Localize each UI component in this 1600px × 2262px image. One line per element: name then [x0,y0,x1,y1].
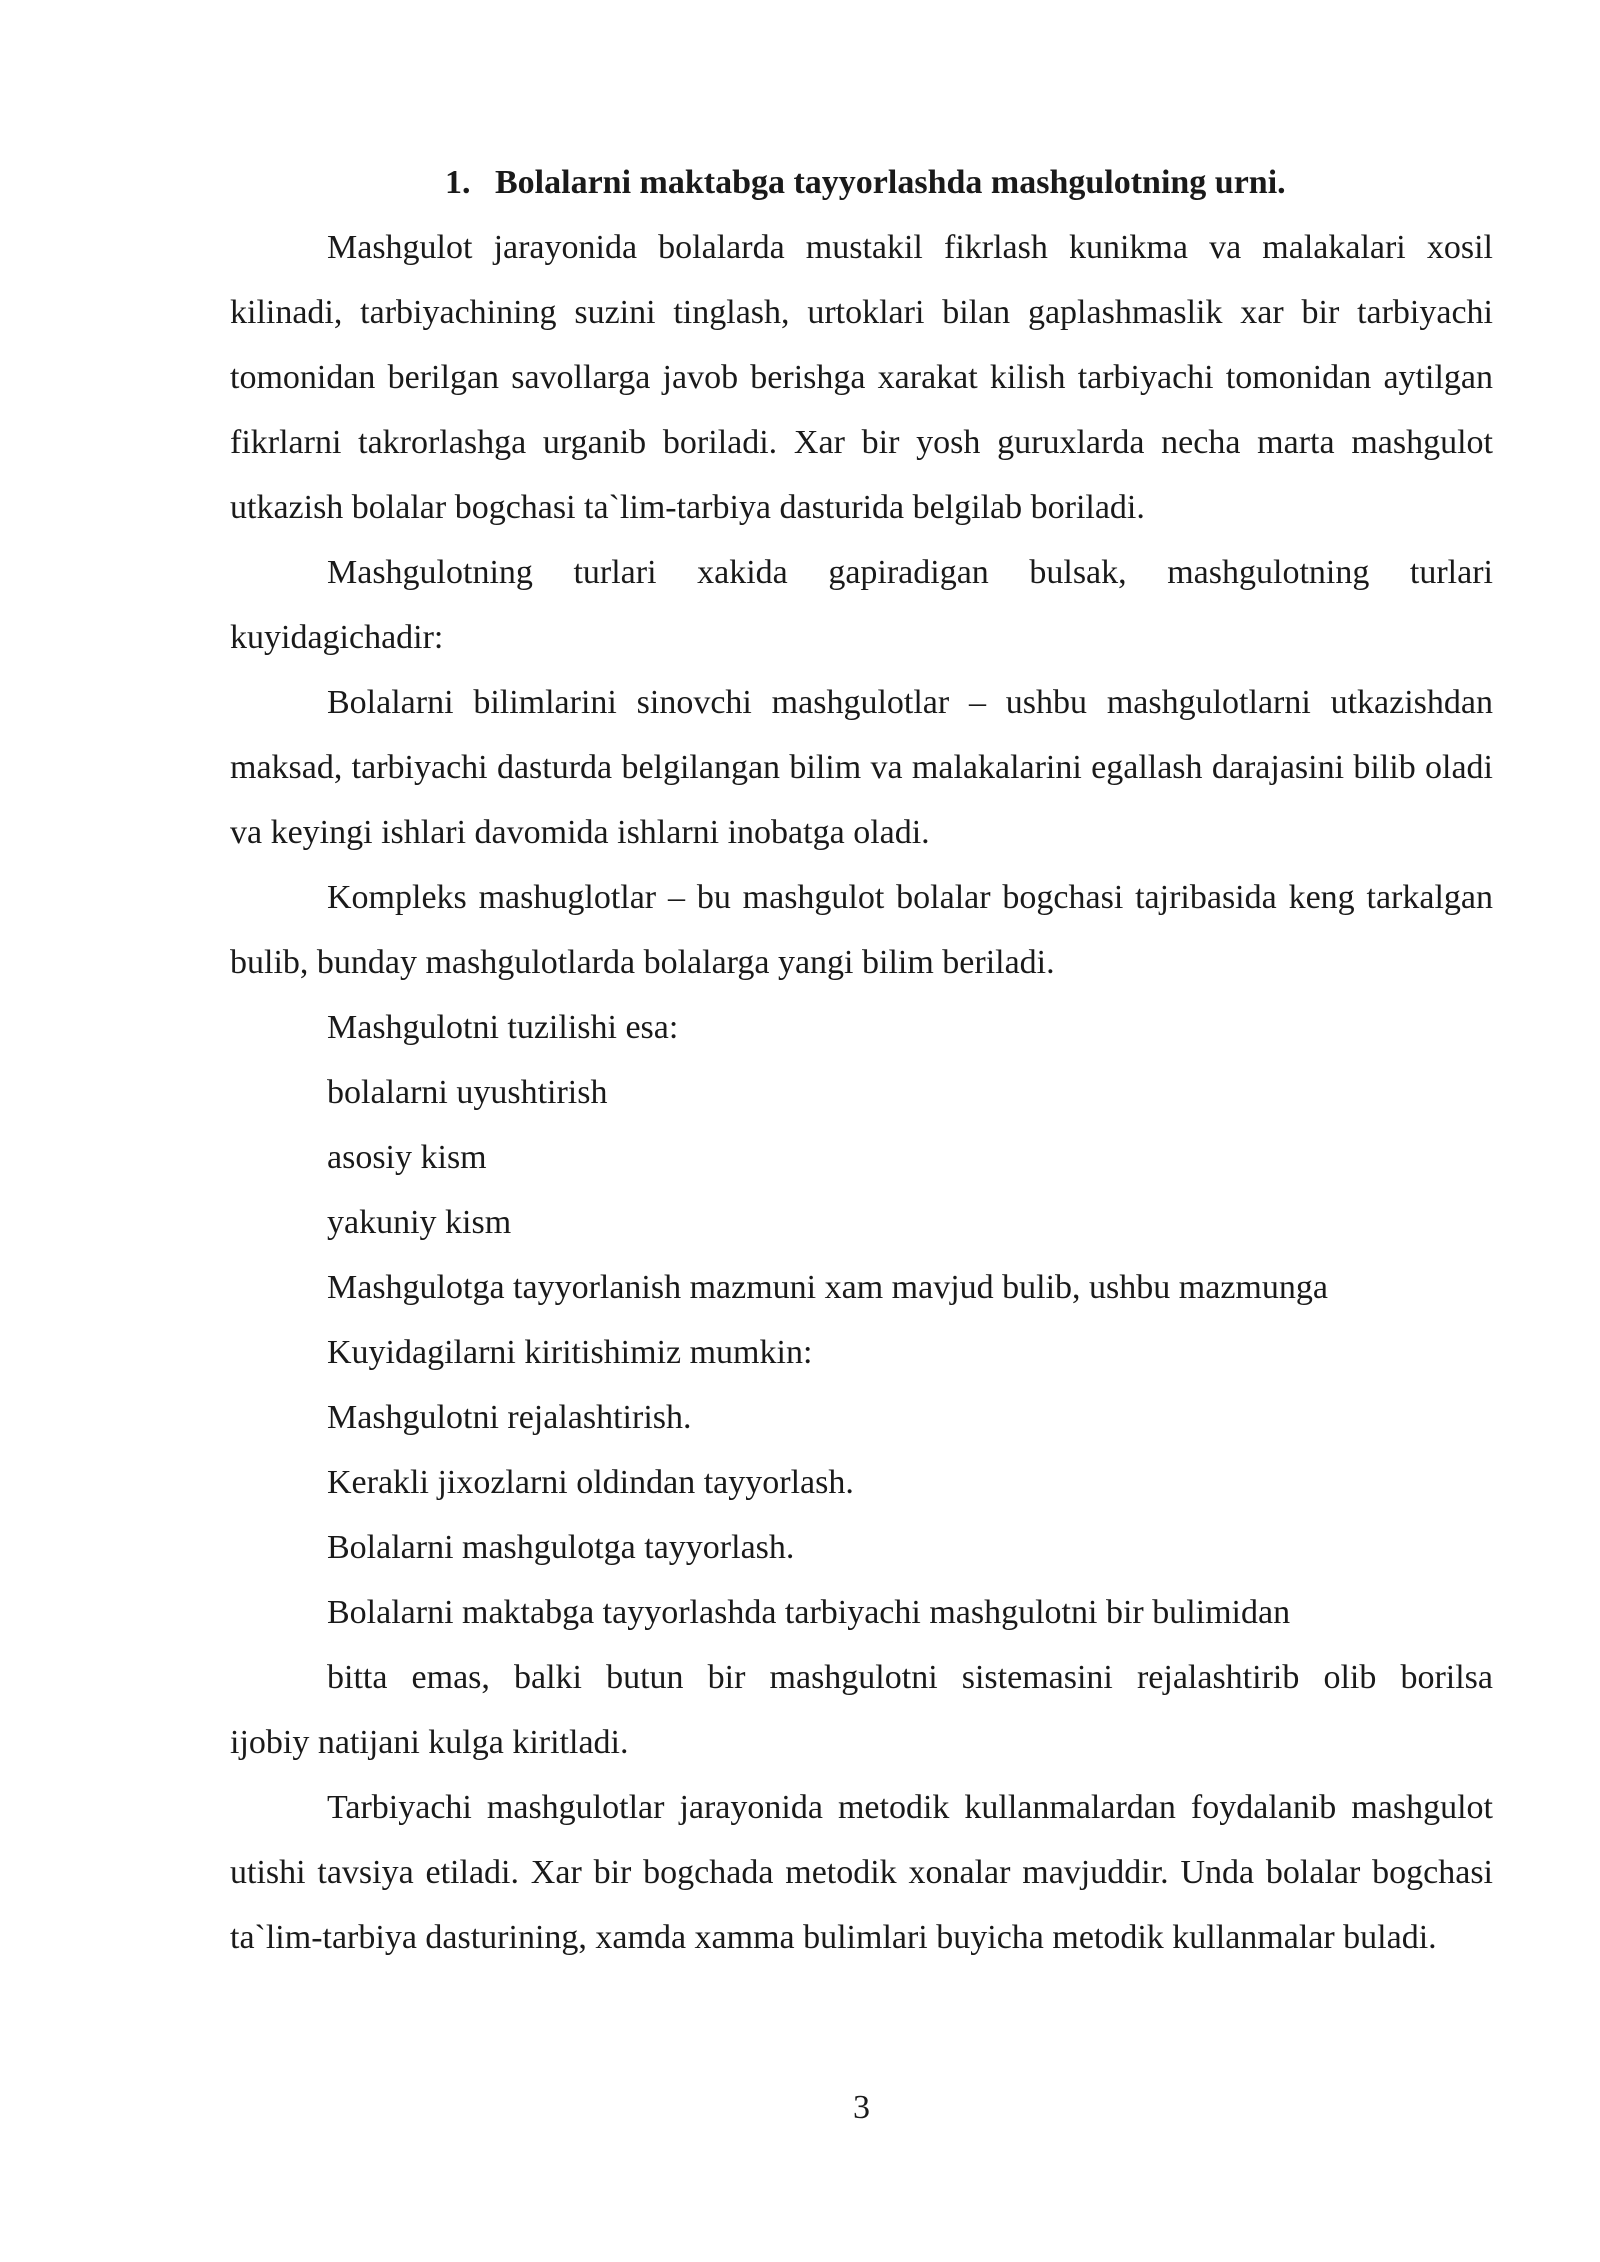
structure-item: yakuniy kism [327,1204,512,1241]
heading-number: 1. [445,164,471,201]
structure-item: bolalarni uyushtirish [327,1074,608,1111]
page-number: 3 [853,2089,870,2126]
heading-title: Bolalarni maktabga tayyorlashda mashgulotning urni. [495,164,1286,201]
planning-line: bitta emas, balki butun bir mashgulotni sistemasini rejalashtirib olib borilsa [327,1659,1493,1696]
structure-intro: Mashgulotni tuzilishi esa: [327,1009,679,1046]
preparation-line: Kuyidagilarni kiritishimiz mumkin: [327,1334,813,1371]
paragraph-intro: Mashgulot jarayonida bolalarda mustakil fikrlash kunikma va malakalari xosil kilinadi, tarbiyachining suzini tinglash, urtoklari bilan gaplashmaslik xar bir tarbiyachi tomonidan berilgan savollarga javob berishga xarakat kilish tarbiyachi tomonidan aytilgan fikrlarni takrorlashga urganib boriladi. Xar bir yosh guruxlarda necha marta mashgulot utkazish bolalar bogchasi ta`lim-tarbiya dasturida belgilab boriladi. [230,229,1493,526]
preparation-item: Bolalarni mashgulotga tayyorlash. [327,1529,795,1566]
planning-line: ijobiy natijani kulga kiritladi. [230,1724,629,1761]
paragraph-types: Mashgulotning turlari xakida gapiradigan bulsak, mashgulotning turlari kuyidagichadir: [230,554,1493,656]
section-heading [230,150,1493,215]
preparation-line: Mashgulotga tayyorlanish mazmuni xam mavjud bulib, ushbu mazmunga [327,1269,1328,1306]
page-body [230,150,1493,1970]
paragraph-complex: Kompleks mashuglotlar – bu mashgulot bolalar bogchasi tajribasida keng tarkalgan bulib, bunday mashgulotlarda bolalarga yangi bilim beriladi. [230,879,1493,981]
planning-line: Bolalarni maktabga tayyorlashda tarbiyachi mashgulotni bir bulimidan [327,1594,1291,1631]
paragraph-knowledge-test: Bolalarni bilimlarini sinovchi mashgulotlar – ushbu mashgulotlarni utkazishdan maksad, tarbiyachi dasturda belgilangan bilim va malakalarini egallash darajasini bilib oladi va keyingi ishlari davomida ishlarni inobatga oladi. [230,684,1493,851]
preparation-item: Mashgulotni rejalashtirish. [327,1399,692,1436]
paragraph-methodical: Tarbiyachi mashgulotlar jarayonida metodik kullanmalardan foydalanib mashgulot utishi tavsiya etiladi. Xar bir bogchada metodik xonalar mavjuddir. Unda bolalar bogchasi ta`lim-tarbiya dasturining, xamda xamma bulimlari buyicha metodik kullanmalar buladi. [230,1789,1493,1956]
structure-item: asosiy kism [327,1139,487,1176]
preparation-item: Kerakli jixozlarni oldindan tayyorlash. [327,1464,854,1501]
